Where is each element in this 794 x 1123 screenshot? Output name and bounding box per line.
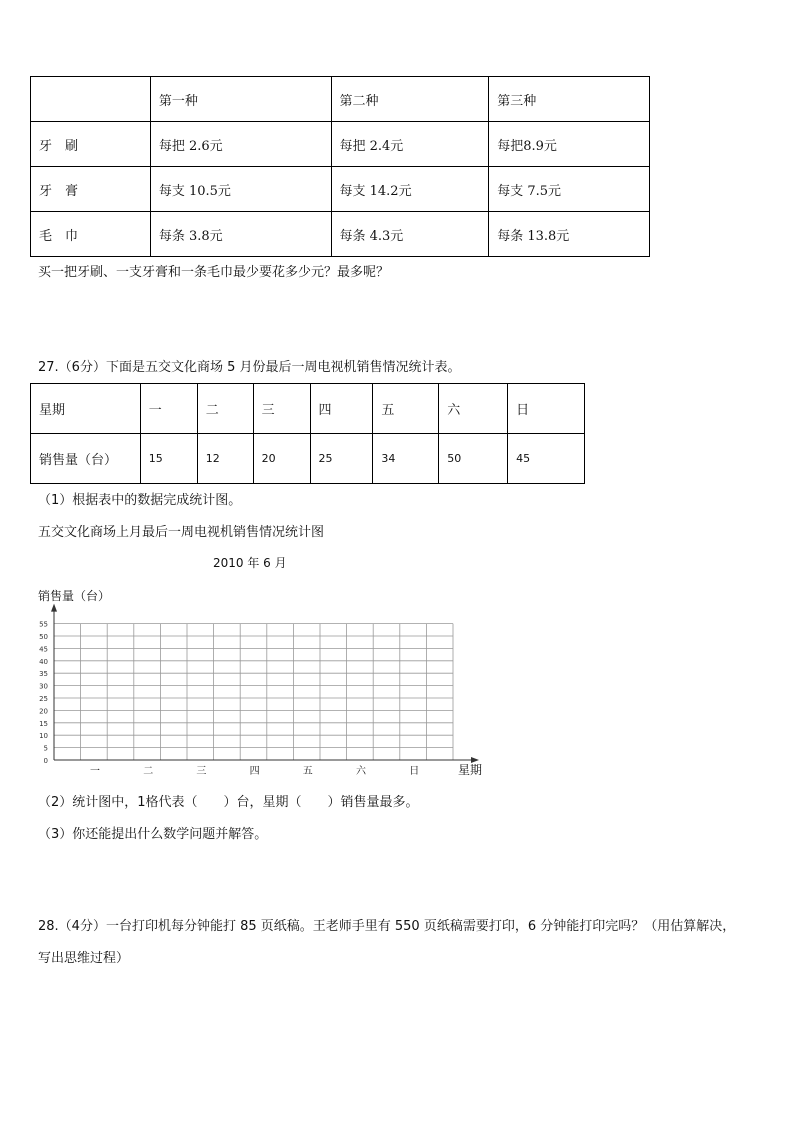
table-cell: 六 [439, 384, 508, 434]
q27-part2: （2）统计图中，1格代表（ ）台，星期（ ）销售量最多。 [38, 795, 419, 810]
y-tick-label: 55 [39, 620, 48, 629]
table-cell: 四 [310, 384, 373, 434]
chart-title: 五交文化商场上月最后一周电视机销售情况统计图 [38, 525, 325, 540]
q28-line2: 写出思维过程） [38, 951, 130, 966]
y-tick-label: 30 [39, 682, 48, 691]
q28-line1: 28.（4分）一台打印机每分钟能打 85 页纸稿。王老师手里有 550 页纸稿需要打印，6 分钟能打印完吗？（用估算解决， [38, 919, 736, 934]
table-cell: 毛 巾 [31, 212, 151, 257]
table-row [31, 167, 650, 212]
y-tick-label: 40 [39, 657, 48, 666]
table-cell: 每支 7.5元 [489, 167, 650, 212]
table-cell: 牙 刷 [31, 122, 151, 167]
table-cell: 每条 4.3元 [331, 212, 489, 257]
price-table-header [31, 77, 650, 122]
q27-part3: （3）你还能提出什么数学问题并解答。 [38, 827, 268, 842]
y-tick-label: 10 [39, 732, 48, 741]
table-cell: 二 [197, 384, 253, 434]
chart-date: 2010 年 6 月 [213, 556, 287, 570]
table-cell: 牙 膏 [31, 167, 151, 212]
chart-xlabel: 星期 [458, 763, 483, 777]
y-tick-label: 0 [43, 757, 48, 765]
table-cell: 12 [197, 434, 253, 484]
chart-ylabel: 销售量（台） [38, 589, 111, 603]
table-cell: 销售量（台） [31, 434, 141, 484]
table-cell: 20 [253, 434, 310, 484]
x-tick-label: 四 [249, 766, 260, 777]
x-tick-label: 三 [196, 766, 207, 777]
table-cell: 每把 2.4元 [331, 122, 489, 167]
table-cell: 25 [310, 434, 373, 484]
table-cell: 第一种 [150, 77, 331, 122]
table-cell: 每条 3.8元 [150, 212, 331, 257]
y-tick-label: 25 [39, 695, 48, 703]
y-tick-label: 20 [39, 707, 48, 716]
table-cell: 15 [140, 434, 197, 484]
table-cell: 第三种 [489, 77, 650, 122]
table-row [31, 434, 585, 484]
y-tick-label: 45 [39, 645, 48, 654]
table-cell: 45 [508, 434, 585, 484]
x-tick-label: 六 [356, 766, 366, 777]
tv-table-header [31, 384, 585, 434]
y-axis-arrow [51, 604, 57, 612]
tv-sales-table [30, 383, 585, 484]
x-tick-label: 五 [302, 766, 313, 777]
table-cell: 每支 14.2元 [331, 167, 489, 212]
y-tick-label: 5 [43, 744, 48, 753]
table-cell: 每把8.9元 [489, 122, 650, 167]
table-cell: 每条 13.8元 [489, 212, 650, 257]
sales-chart [30, 580, 500, 785]
x-tick-label: 一 [90, 766, 100, 777]
q27-part1: （1）根据表中的数据完成统计图。 [38, 493, 242, 508]
x-tick-label: 二 [143, 766, 154, 777]
table-cell: 五 [373, 384, 439, 434]
table-cell: 星期 [31, 384, 141, 434]
table-cell: 每把 2.6元 [150, 122, 331, 167]
x-tick-label: 日 [409, 766, 420, 777]
table-cell: 一 [140, 384, 197, 434]
q27-intro: 27.（6分）下面是五交文化商场 5 月份最后一周电视机销售情况统计表。 [38, 360, 461, 375]
table-cell [31, 77, 151, 122]
q26-question: 买一把牙刷、一支牙膏和一条毛巾最少要花多少元？最多呢？ [38, 265, 390, 280]
table-cell: 日 [508, 384, 585, 434]
table-cell: 34 [373, 434, 439, 484]
price-table [30, 76, 650, 257]
y-tick-label: 50 [39, 633, 48, 641]
table-cell: 50 [439, 434, 508, 484]
table-cell: 三 [253, 384, 310, 434]
table-row [31, 122, 650, 167]
y-tick-label: 35 [39, 670, 48, 679]
y-tick-label: 15 [39, 719, 48, 728]
table-cell: 第二种 [331, 77, 489, 122]
table-row [31, 212, 650, 257]
table-cell: 每支 10.5元 [150, 167, 331, 212]
